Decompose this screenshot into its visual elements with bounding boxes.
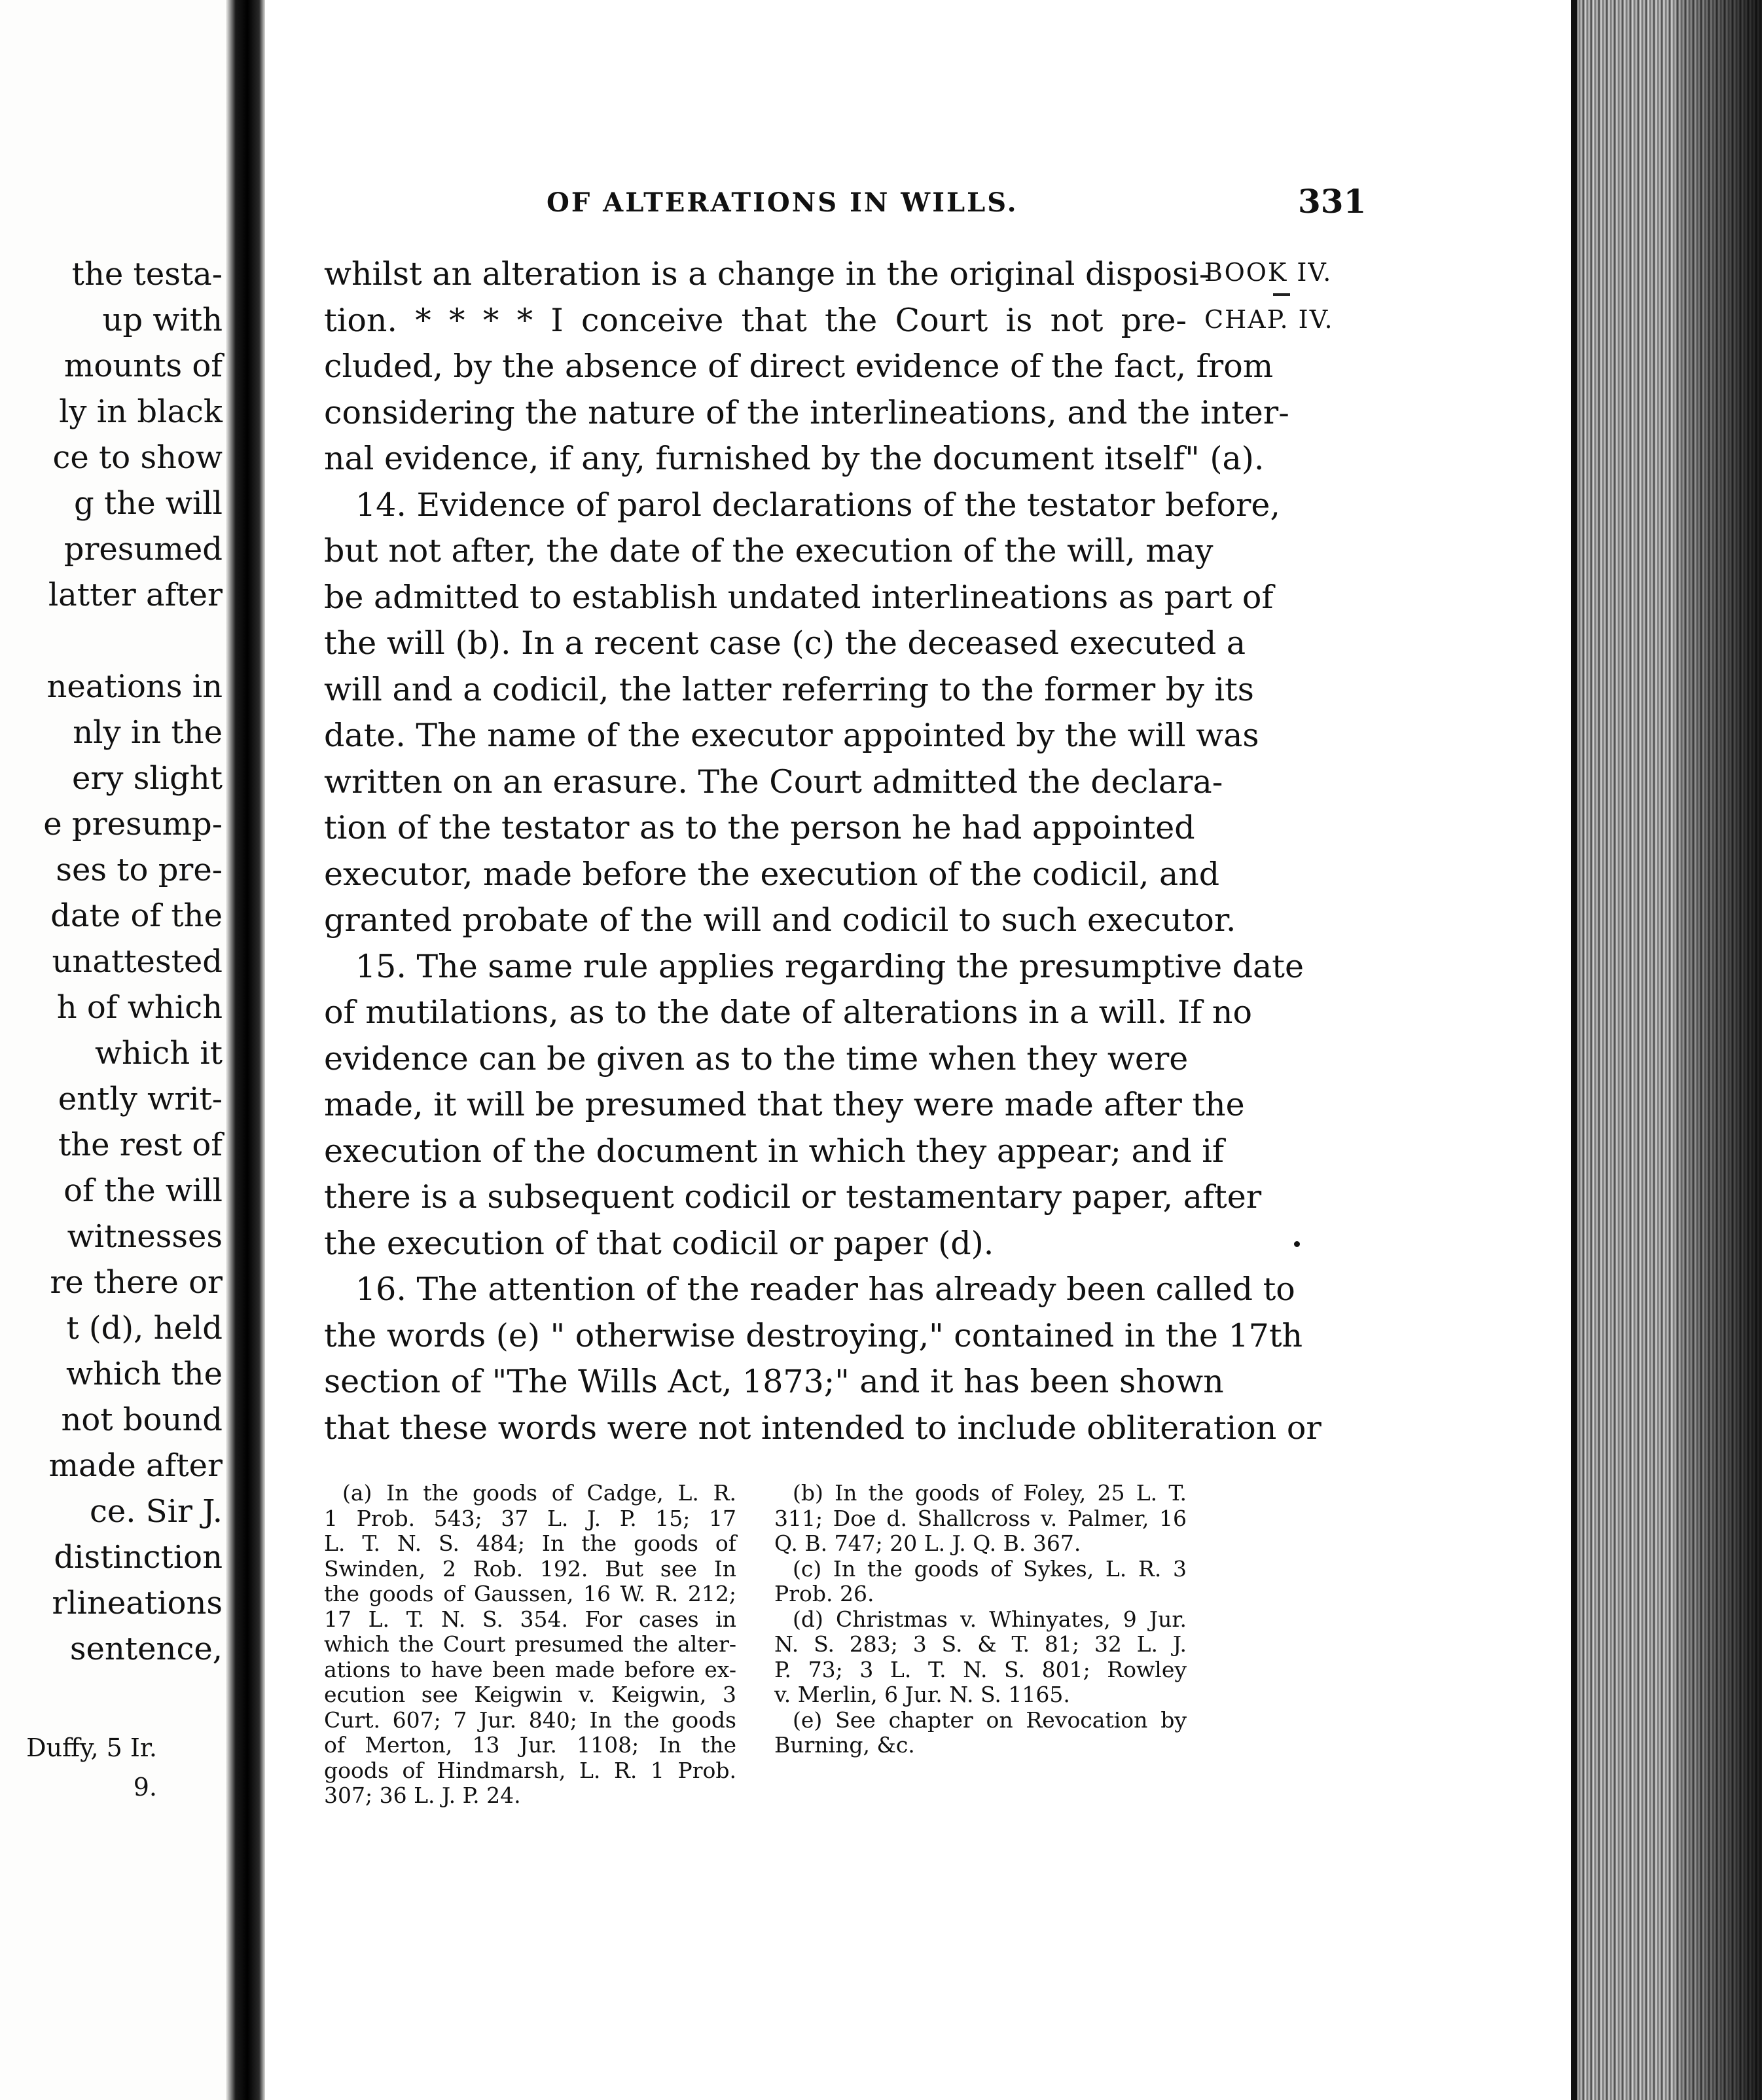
left-page-line: of the will (63, 1172, 223, 1209)
body-line: granted probate of the will and codicil to such executor. (324, 901, 1236, 939)
footnote-line: goods of Hindmarsh, L. R. 1 Prob. (324, 1757, 736, 1783)
body-line: 15. The same rule applies regarding the presumptive date (355, 947, 1304, 985)
left-page-line: presumed (63, 531, 223, 568)
footnote-line: 1 Prob. 543; 37 L. J. P. 15; 17 (324, 1505, 736, 1531)
footnote-line: (d) Christmas v. Whinyates, 9 Jur. (793, 1606, 1187, 1632)
left-page-line: rlineations (52, 1585, 223, 1621)
left-page-line: ly in black (59, 393, 223, 430)
left-page-line: the testa- (71, 256, 223, 293)
footnote-line: P. 73; 3 L. T. N. S. 801; Rowley (774, 1656, 1187, 1682)
body-line: tion of the testator as to the person he had appointed (324, 809, 1195, 846)
body-line: date. The name of the executor appointed by the will was (324, 717, 1259, 754)
footnotes-right-column (774, 1481, 1187, 1758)
left-facing-page (0, 0, 226, 2100)
left-page-line: h of which (56, 989, 223, 1026)
body-line: 16. The attention of the reader has already been called to (355, 1271, 1295, 1308)
body-line: the execution of that codicil or paper (d). (324, 1224, 994, 1262)
book-gutter (226, 0, 265, 2100)
left-footnote-line: Duffy, 5 Ir. (26, 1733, 157, 1762)
footnote-line: (c) In the goods of Sykes, L. R. 3 (793, 1555, 1187, 1582)
footnote-line: N. S. 283; 3 S. & T. 81; 32 L. J. (774, 1631, 1187, 1657)
body-line: made, it will be presumed that they were made after the (324, 1086, 1245, 1123)
body-line: whilst an alteration is a change in the original disposi- (324, 255, 1210, 293)
ink-speck (1294, 1241, 1300, 1247)
footnote-line: ecution see Keigwin v. Keigwin, 3 (324, 1682, 736, 1707)
footnotes-left-column (324, 1481, 736, 1809)
footnote-line: v. Merlin, 6 Jur. N. S. 1165. (774, 1682, 1070, 1707)
left-page-line: e presump- (43, 806, 223, 842)
body-line: that these words were not intended to include obliteration or (324, 1409, 1322, 1447)
body-line: evidence can be given as to the time when they were (324, 1040, 1189, 1077)
left-page-line: the rest of (58, 1127, 223, 1163)
footnote-line: Q. B. 747; 20 L. J. Q. B. 367. (774, 1530, 1081, 1556)
left-page-line: g the will (74, 485, 223, 522)
left-page-line: mounts of (63, 348, 223, 384)
body-line: the words (e) " otherwise destroying," contained in the 17th (324, 1316, 1303, 1354)
footnote-line: Burning, &c. (774, 1732, 915, 1758)
body-line: 14. Evidence of parol declarations of the testator before, (355, 486, 1280, 524)
body-line: be admitted to establish undated interlineations as part of (324, 578, 1274, 616)
left-page-line: neations in (46, 668, 223, 705)
left-page-line: ce. Sir J. (89, 1493, 223, 1530)
footnote-line: which the Court presumed the alter- (324, 1631, 736, 1657)
left-page-line: date of the (50, 897, 223, 934)
body-line: cluded, by the absence of direct evidence of the fact, from (324, 348, 1274, 385)
left-page-line: nly in the (73, 714, 223, 751)
footnote-line: (a) In the goods of Cadge, L. R. (342, 1480, 736, 1506)
left-page-footnote (0, 1728, 157, 1807)
left-page-line: up with (102, 302, 223, 338)
body-line: but not after, the date of the execution of the will, may (324, 532, 1214, 570)
left-page-line: sentence, (69, 1631, 223, 1667)
footnote-line: L. T. N. S. 484; In the goods of (324, 1530, 736, 1556)
footnote-line: Swinden, 2 Rob. 192. But see In (324, 1555, 736, 1582)
left-footnote-line: 9. (133, 1773, 157, 1801)
margin-rule (1273, 293, 1290, 296)
footnote-line: (b) In the goods of Foley, 25 L. T. (793, 1480, 1187, 1506)
footnote-line: the goods of Gaussen, 16 W. R. 212; (324, 1581, 736, 1606)
left-page-line: distinction (54, 1539, 223, 1576)
body-line: execution of the document in which they appear; and if (324, 1132, 1225, 1170)
footnote-line: Prob. 26. (774, 1581, 874, 1606)
body-line: will and a codicil, the latter referring to the former by its (324, 670, 1254, 708)
left-page-line: re there or (50, 1264, 223, 1301)
left-page-line: not bound (61, 1402, 223, 1438)
left-page-line: ses to pre- (56, 852, 223, 888)
left-page-text (0, 251, 223, 1672)
left-page-line: which it (94, 1035, 223, 1072)
body-line: considering the nature of the interlineations, and the inter- (324, 393, 1289, 431)
left-page-line: ently writ- (58, 1081, 223, 1117)
body-line: executor, made before the execution of the codicil, and (324, 855, 1220, 893)
left-page-line: latter after (48, 577, 223, 613)
running-head: OF ALTERATIONS IN WILLS. (547, 187, 1018, 218)
footnote-line: 307; 36 L. J. P. 24. (324, 1783, 521, 1808)
body-line: of mutilations, as to the date of alterations in a will. If no (324, 994, 1252, 1031)
body-line: there is a subsequent codicil or testamentary paper, after (324, 1178, 1262, 1216)
page-edges-shadow (1676, 0, 1762, 2100)
body-line: the will (b). In a recent case (c) the deceased executed a (324, 625, 1246, 662)
body-line: section of "The Wills Act, 1873;" and it has been shown (324, 1363, 1224, 1400)
main-page (265, 0, 1571, 2100)
left-page-line: ery slight (72, 760, 223, 797)
left-page-line (0, 618, 223, 664)
body-line: nal evidence, if any, furnished by the document itself" (a). (324, 440, 1265, 477)
left-page-line: made after (48, 1447, 223, 1484)
margin-book-label: BOOK IV. (1204, 258, 1333, 287)
footnote-line: of Merton, 13 Jur. 1108; In the (324, 1732, 736, 1758)
footnote-line: ations to have been made before ex- (324, 1656, 736, 1682)
footnote-line: 17 L. T. N. S. 354. For cases in (324, 1606, 736, 1632)
left-page-line: which the (65, 1356, 223, 1392)
left-page-line: witnesses (67, 1218, 223, 1255)
footnote-line: Curt. 607; 7 Jur. 840; In the goods (324, 1707, 736, 1733)
footnote-line: 311; Doe d. Shallcross v. Palmer, 16 (774, 1505, 1187, 1531)
body-line: tion. * * * * I conceive that the Court is not pre- (324, 301, 1187, 339)
margin-chapter-label: CHAP. IV. (1204, 305, 1334, 334)
body-line: written on an erasure. The Court admitted the declara- (324, 763, 1223, 801)
left-page-line: unattested (52, 943, 223, 980)
footnote-line: (e) See chapter on Revocation by (793, 1707, 1187, 1733)
left-page-line: t (d), held (66, 1310, 223, 1347)
left-page-line: ce to show (52, 439, 223, 476)
page-number: 331 (1298, 182, 1367, 221)
